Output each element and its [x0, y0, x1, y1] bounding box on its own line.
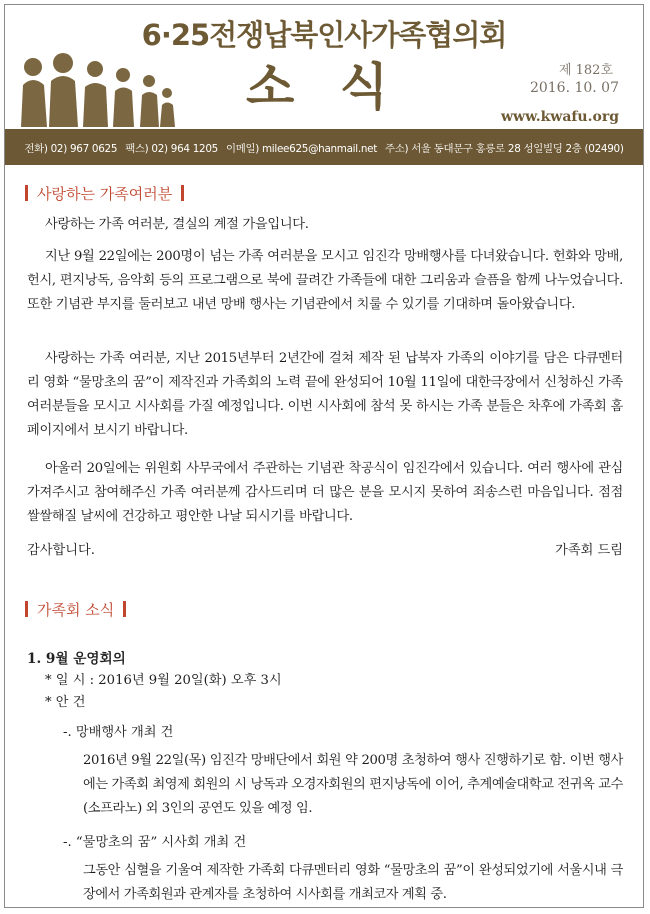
news-item-title: 1. 9월 운영회의	[27, 651, 126, 667]
thanks-text: 감사합니다.	[27, 543, 95, 558]
letter-paragraph-1: 지난 9월 22일에는 200명이 넘는 가족 여러분을 모시고 임진각 망배행사를 다녀왔습니다. 헌화와 망배, 헌시, 편지낭독, 음악회 등의 프로그램으로 북에 끌려간 가족들에 대한 그리움과 슬픔을 함께 나누었습니다. 또한 기념관 부지를 둘러보고 내년 망배 행사는 기념관에서 치룰 수 있기를 기대하며 돌아왔습니다.	[27, 249, 623, 312]
agenda-item-1-title: -. 망배행사 개최 건	[63, 725, 174, 740]
issue-date: 2016. 10. 07	[529, 80, 619, 96]
section-heading-letter	[25, 181, 184, 205]
contact-bar	[5, 129, 643, 165]
issue-info	[491, 63, 619, 127]
phone-number: 전화) 02) 967 0625	[24, 142, 118, 155]
section-heading-text: 사랑하는 가족여러분	[37, 184, 173, 203]
website-link[interactable]: www.kwafu.org	[500, 109, 619, 125]
postal-address: 주소) 서울 동대문구 홍릉로 28 성일빌딩 2층 (02490)	[385, 142, 624, 155]
newsletter-page	[4, 4, 644, 908]
heading-bar-right	[123, 601, 126, 617]
signature-text: 가족회 드림	[555, 543, 623, 558]
section-heading-text: 가족회 소식	[37, 600, 115, 619]
fax-number: 팩스) 02) 964 1205	[125, 142, 218, 155]
letter-paragraph-2: 사랑하는 가족 여러분, 지난 2015년부터 2년간에 걸쳐 제작 된 납북자 가족의 이야기를 담은 다큐멘터리 영화 “물망초의 꿈”이 제작진과 가족회의 노력 끝에 완성되어 10월 11일에 대한극장에서 신청하신 가족 여러분들을 모시고 시사회를 가질 예정입니다. 이번 시사회에 참석 못 하시는 가족 분들은 차후에 가족회 홈페이지에서 보시기 바랍니다.	[27, 351, 623, 438]
agenda-item-2-title: -. “물망초의 꿈” 시사회 개최 건	[63, 835, 247, 850]
agenda-item-1-body: 2016년 9월 22일(목) 임진각 망배단에서 회원 약 200명 초청하여 행사 진행하기로 함. 이번 행사에는 가족회 최영제 회원의 시 낭독과 오경자회원의 편지낭독에 이어, 추계예술대학교 전귀옥 교수(소프라노) 외 3인의 공연도 있을 예정 임.	[83, 753, 623, 816]
masthead	[5, 5, 643, 169]
letter-closing	[27, 539, 623, 563]
organization-name: 6·25전쟁납북인사가족협의회	[141, 18, 507, 52]
meeting-date-bullet: * 일 시 : 2016년 9월 20일(화) 오후 3시	[45, 673, 282, 688]
section-heading-news	[25, 597, 126, 621]
heading-bar-right	[181, 185, 184, 201]
letter-greeting: 사랑하는 가족 여러분, 결실의 계절 가을입니다.	[45, 217, 309, 232]
agenda-item-2-body: 그동안 심혈을 기울여 제작한 가족회 다큐멘터리 영화 “물망초의 꿈”이 완성되었기에 서울시내 극장에서 가족회원과 관계자를 초청하여 시사회를 개최코자 계획 중.	[83, 863, 623, 902]
email-address[interactable]: 이메일) milee625@hanmail.net	[225, 142, 378, 155]
letter-paragraph-3: 아울러 20일에는 위원회 사무국에서 주관하는 기념관 착공식이 임진각에서 있습니다. 여러 행사에 관심 가져주시고 참여해주신 가족 여러분께 감사드리며 더 많은 분을 모시지 못하여 죄송스런 마음입니다. 점점 쌀쌀해질 날씨에 건강하고 평안한 나날 되시기를 바랍니다.	[27, 461, 623, 524]
agenda-bullet: * 안 건	[45, 695, 86, 710]
issue-number: 제 182호	[558, 63, 613, 78]
newsletter-title: 소 식	[245, 58, 402, 116]
